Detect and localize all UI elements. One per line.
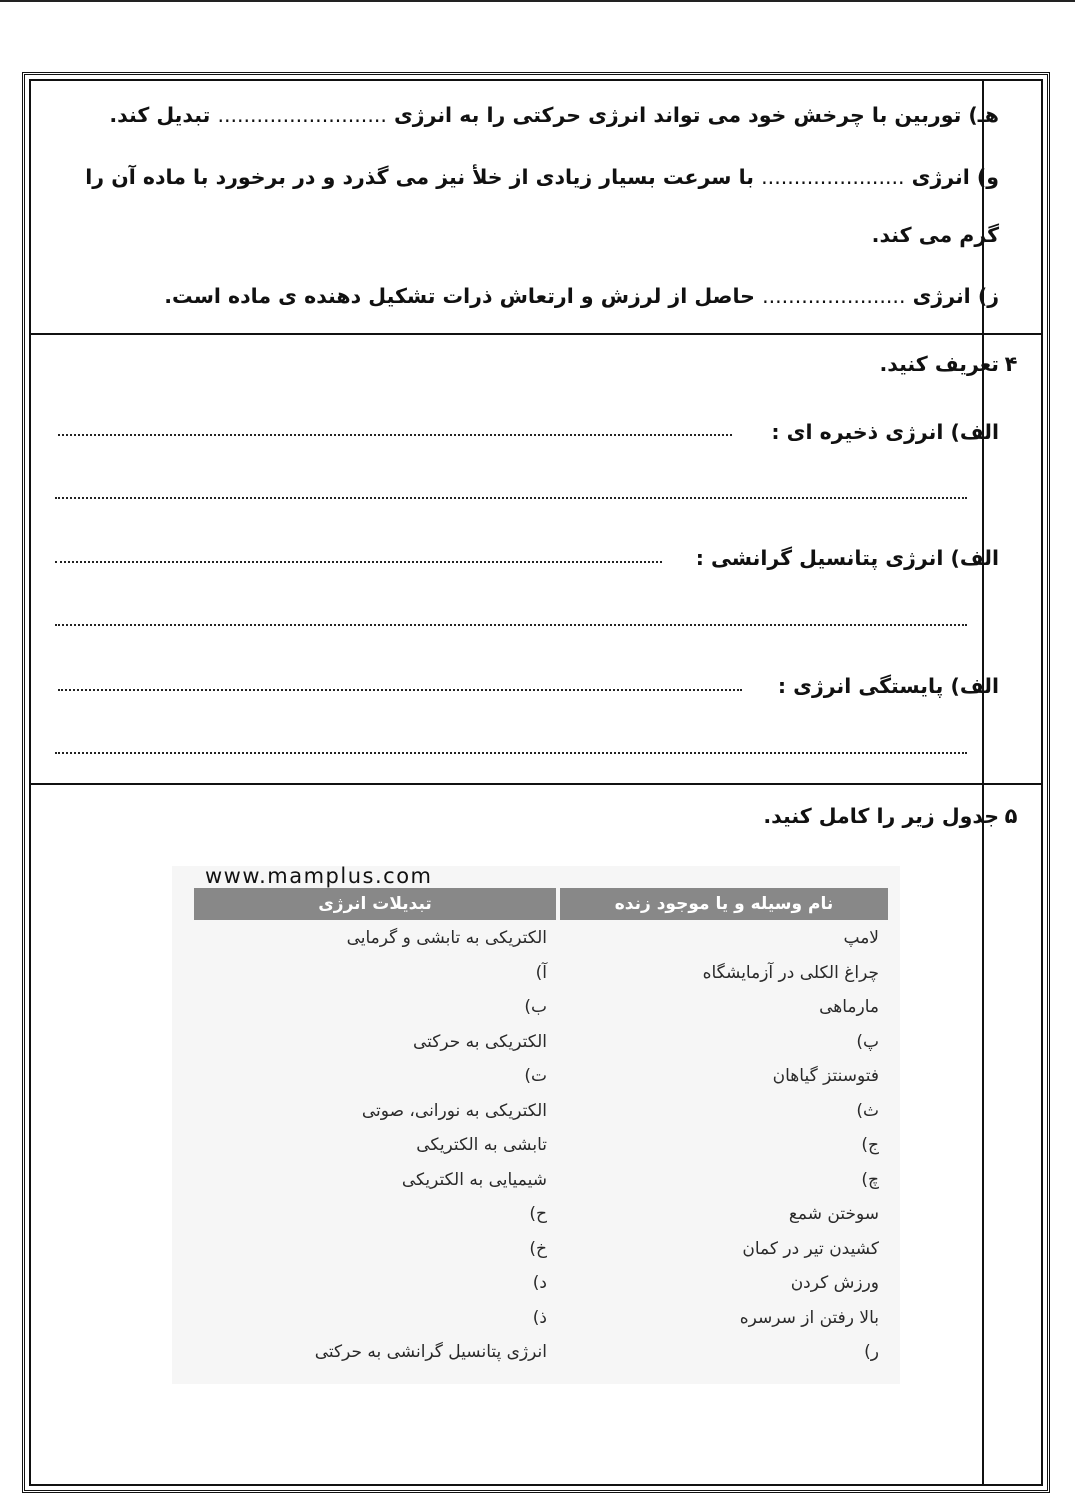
- table-cell-change: الکتریکی به حرکتی: [412, 1032, 547, 1052]
- q4-item-2-answer-line[interactable]: [55, 561, 662, 563]
- table-cell-change: خ): [529, 1239, 547, 1259]
- table-cell-change: شیمیایی به الکتریکی: [401, 1170, 547, 1190]
- question-5-heading: جدول زیر را کامل کنید.: [763, 804, 999, 828]
- page-top-rule: [0, 0, 1075, 2]
- part-z-blank[interactable]: ......................: [762, 284, 906, 308]
- table-cell-change: ح): [529, 1204, 547, 1224]
- table-cell-change: آ): [535, 963, 547, 983]
- q4-item-1-answer-line[interactable]: [58, 434, 732, 436]
- table-cell-device: بالا رفتن از سرسره: [739, 1308, 879, 1328]
- table-cell-device: لامپ: [843, 928, 879, 948]
- table-cell-device: ورزش کردن: [790, 1273, 879, 1293]
- part-h-prefix: هـ) توربین با چرخش خود می تواند انرژی حرکتی را به انرژی: [394, 103, 999, 127]
- part-h-suffix: تبدیل کند.: [109, 103, 211, 127]
- q4-item-1-answer-line-2[interactable]: [55, 497, 967, 499]
- table-cell-change: ت): [524, 1066, 547, 1086]
- question-number-5: ۵: [1004, 804, 1018, 828]
- table-cell-device: فتوسنتز گیاهان: [772, 1066, 879, 1086]
- row-divider-1: [31, 333, 1041, 335]
- question-part-h: [109, 103, 999, 127]
- table-cell-device: ر): [864, 1342, 879, 1362]
- table-header-device: نام وسیله و یا موجود زنده: [560, 888, 888, 920]
- q4-item-3-label: الف) پایستگی انرژی :: [777, 674, 999, 698]
- watermark-url: www.mamplus.com: [205, 864, 433, 888]
- table-cell-device: ث): [856, 1101, 879, 1121]
- q4-item-2-label: الف) انرژی پتانسیل گرانشی :: [695, 546, 999, 570]
- question-part-z: [164, 284, 999, 308]
- q4-item-2-answer-line-2[interactable]: [55, 624, 967, 626]
- question-4-heading: تعریف کنید.: [879, 352, 999, 376]
- part-v-prefix: و) انرژی: [911, 165, 999, 189]
- part-h-blank[interactable]: ..........................: [217, 103, 387, 127]
- table-cell-change: ب): [524, 997, 547, 1017]
- q4-item-1-label: الف) انرژی ذخیره ای :: [771, 420, 999, 444]
- table-header-change: تبدیلات انرژی: [194, 888, 556, 920]
- table-cell-change: تابشی به الکتریکی: [416, 1135, 547, 1155]
- table-cell-change: د): [532, 1273, 547, 1293]
- table-cell-device: ج): [861, 1135, 879, 1155]
- row-divider-2: [31, 783, 1041, 785]
- table-cell-device: چ): [861, 1170, 879, 1190]
- question-number-4: ۴: [1004, 352, 1018, 376]
- table-cell-change: الکتریکی به نورانی، صوتی: [361, 1101, 547, 1121]
- q4-item-3-answer-line-2[interactable]: [55, 752, 967, 754]
- table-cell-device: سوختن شمع: [788, 1204, 879, 1224]
- table-cell-device: پ): [856, 1032, 879, 1052]
- table-cell-device: مارماهی: [819, 997, 879, 1017]
- table-cell-device: چراغ الکلی در آزمایشگاه: [702, 963, 879, 983]
- part-z-prefix: ز) انرژی: [912, 284, 999, 308]
- part-z-suffix: حاصل از لرزش و ارتعاش ذرات تشکیل دهنده ی ماده است.: [164, 284, 755, 308]
- question-part-v: [85, 165, 999, 189]
- part-v-suffix: با سرعت بسیار زیادی از خلأ نیز می گذرد و در برخورد با ماده آن را: [85, 165, 755, 189]
- question-part-v-line2: گرم می کند.: [871, 223, 999, 247]
- table-cell-change: الکتریکی به تابشی و گرمایی: [346, 928, 547, 948]
- table-cell-change: ذ): [532, 1308, 547, 1328]
- table-cell-device: کشیدن تیر در کمان: [742, 1239, 879, 1259]
- part-v-blank[interactable]: ......................: [761, 165, 905, 189]
- table-cell-change: انرژی پتانسیل گرانشی به حرکتی: [314, 1342, 547, 1362]
- q4-item-3-answer-line[interactable]: [58, 689, 742, 691]
